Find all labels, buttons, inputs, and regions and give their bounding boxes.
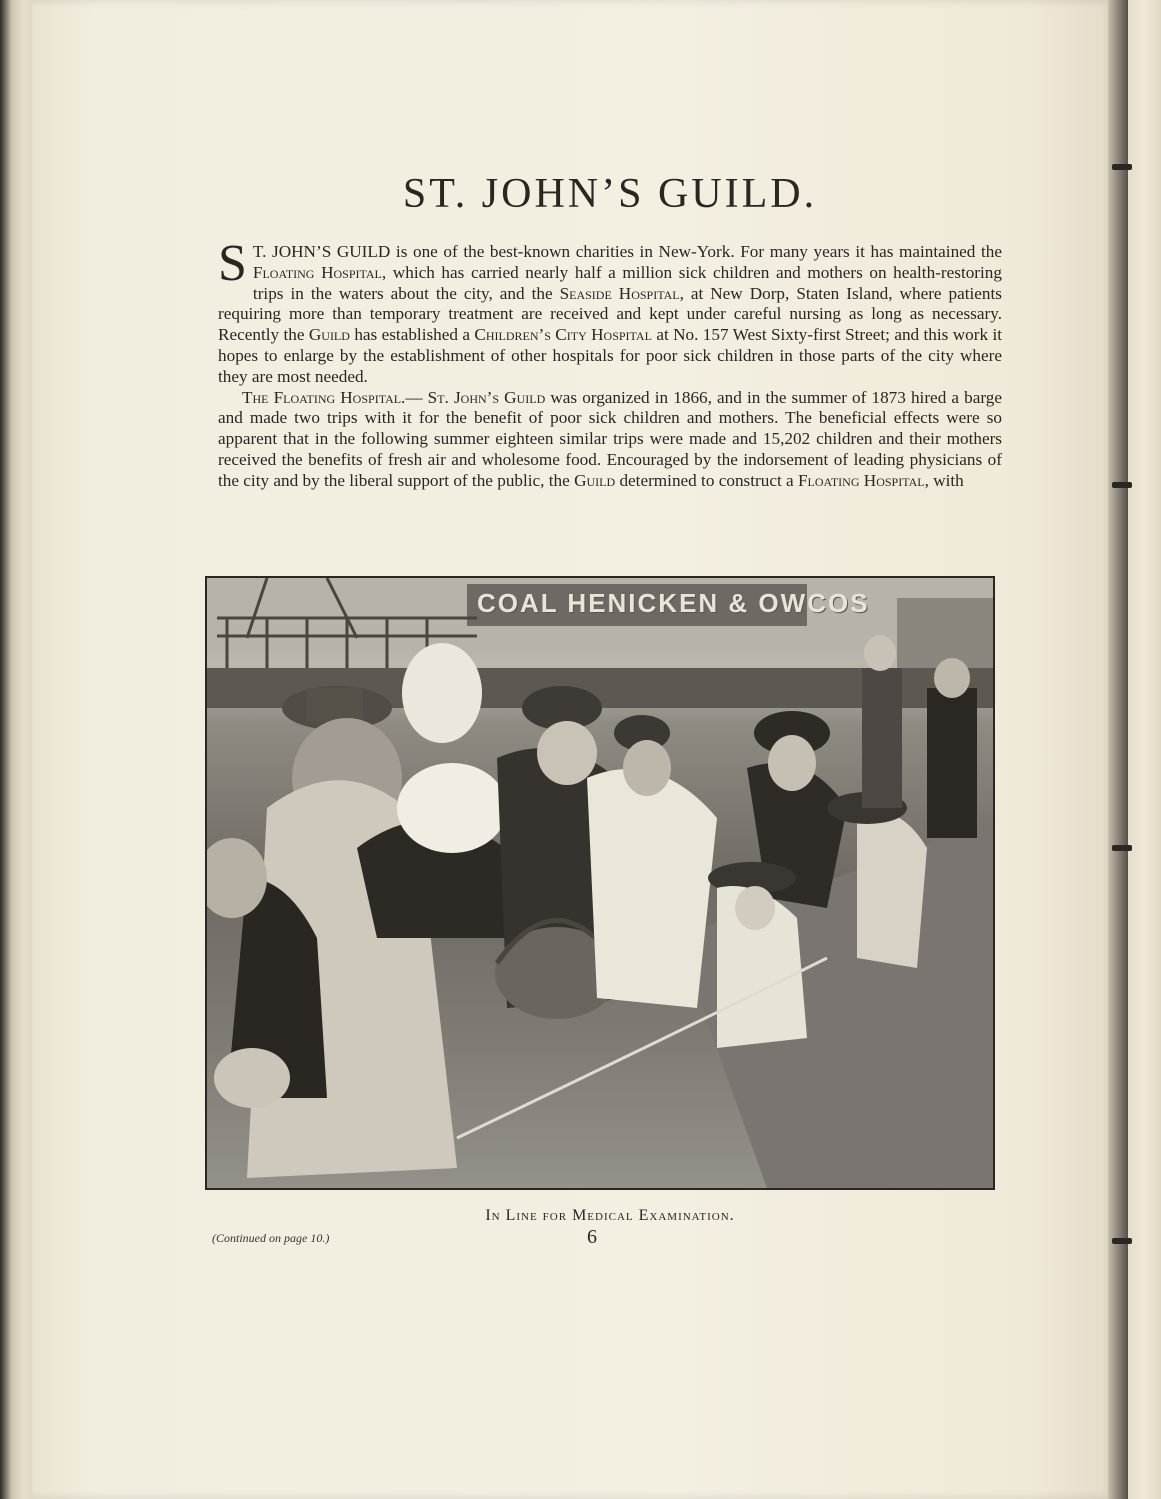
text-run: , at New Dorp, Staten Island, where patients requiring more than temporary treatment are received and kept under careful nursing as long as necessary. Recently the: [218, 283, 1002, 345]
drop-cap: S: [218, 235, 247, 292]
continued-note: (Continued on page 10.): [212, 1231, 330, 1245]
photo-caption: In Line for Medical Examination.: [485, 1207, 735, 1224]
small-caps-run: Guild: [308, 325, 350, 345]
small-caps-run: St. John’s Guild: [427, 387, 546, 407]
text-run: , with: [924, 470, 964, 490]
text-run: was organized in 1866, and in the summer of 1873 hired a barge and made two trips with it for the benefit of poor sick children and mothers. The beneficial effects were so apparent that in the following summer eighteen similar trips were made and 15,202 children and their mothers received the benefits of fresh air and wholesome food. Encouraged by the indorsement of leading physicians of the city and by the liberal support of the public, the: [218, 387, 1002, 490]
binding-staple: [1112, 482, 1132, 488]
text-run: T. JOHN’S GUILD is one of the best-known charities in New-York. For many years it has maintained the: [252, 242, 1002, 261]
paragraph-intro: [218, 235, 1002, 388]
photo-illustration: [207, 578, 993, 1188]
small-caps-run: Floating Hospital: [252, 262, 382, 282]
binding-staple: [1112, 1238, 1132, 1244]
small-caps-run: Guild: [574, 470, 616, 490]
article-body: [218, 235, 1002, 492]
small-caps-run: Floating Hospital: [797, 470, 925, 490]
text-run: determined to construct a: [615, 470, 798, 490]
text-run: at No. 157 West Sixty-first Street; and this work it hopes to enlarge by the establishment of other hospitals for poor sick children in those parts of the city where they are most needed.: [218, 325, 1002, 386]
halftone-photograph: [205, 576, 995, 1190]
text-run: —: [405, 387, 428, 407]
page-number: 6: [587, 1226, 597, 1248]
text-run: has established a: [349, 325, 475, 345]
binding-staple: [1112, 164, 1132, 170]
binding-gutter: [1108, 0, 1130, 1499]
small-caps-run: The Floating Hospital.: [242, 387, 406, 407]
small-caps-run: Children’s City Hospital: [474, 325, 652, 345]
small-caps-run: Seaside Hospital: [559, 283, 680, 303]
page-title: ST. JOHN’S GUILD.: [402, 171, 818, 217]
text-run: , which has carried nearly half a million sick children and mothers on health-restoring trips in the waters about the city, and the: [252, 262, 1002, 303]
photo-sign-lettering: COAL HENICKEN & OWCOS: [477, 588, 870, 618]
binding-staple: [1112, 845, 1132, 851]
paragraph-floating-hospital: [218, 388, 1002, 492]
facing-page-edge: [1128, 0, 1161, 1499]
